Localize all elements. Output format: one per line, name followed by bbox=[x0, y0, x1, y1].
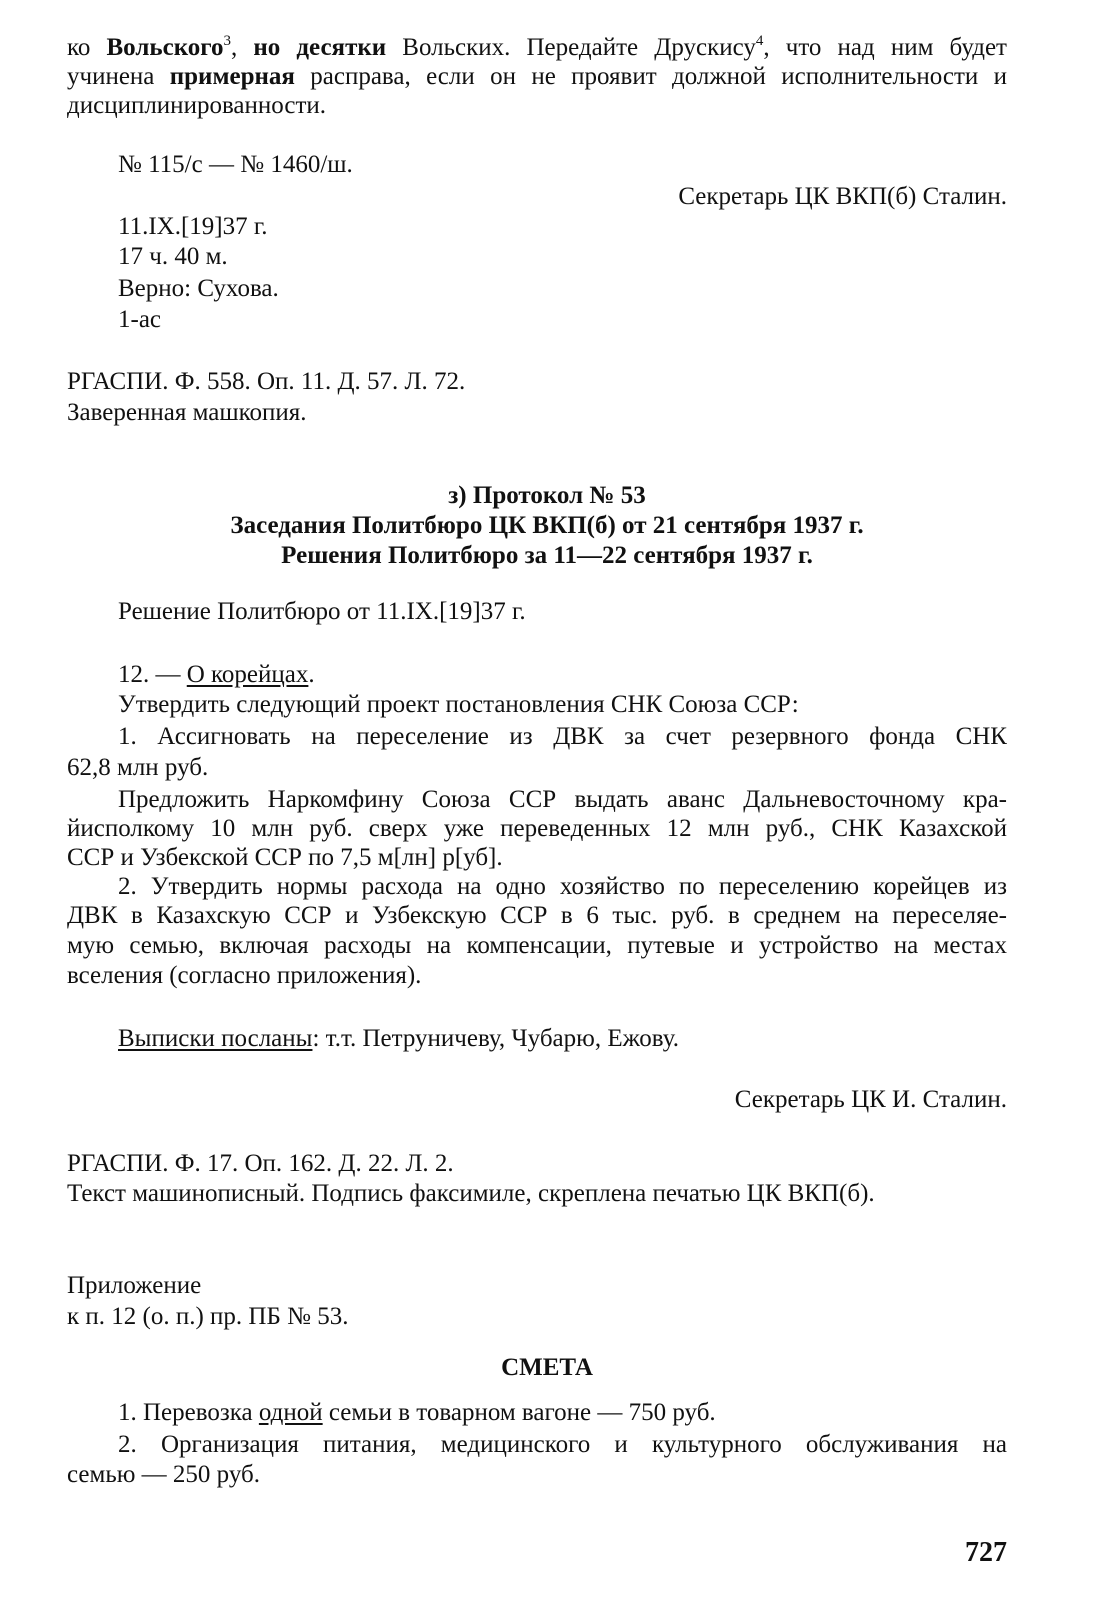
section-heading-line-1: з) Протокол № 53 bbox=[448, 482, 646, 509]
telegram-number: № 115/с — № 1460/ш. bbox=[118, 151, 353, 178]
archive-reference-1: РГАСПИ. Ф. 558. Оп. 11. Д. 57. Л. 72. bbox=[67, 368, 466, 395]
telegram-time: 17 ч. 40 м. bbox=[118, 243, 228, 270]
decision-signature: Секретарь ЦК И. Сталин. bbox=[734, 1086, 1007, 1113]
decision-p1-line-2: 62,8 млн руб. bbox=[67, 754, 209, 781]
decision-p3-line-1: 2. Утвердить нормы расхода на одно хозяйство по переселению корейцев из bbox=[118, 873, 1007, 900]
archive-note-1: Заверенная машкопия. bbox=[67, 399, 307, 426]
telegram-copy: 1-ас bbox=[118, 306, 162, 333]
footnote-ref-4: 4 bbox=[755, 33, 764, 49]
telegram-signature: Секретарь ЦК ВКП(б) Сталин. bbox=[678, 183, 1007, 210]
top-paragraph-line-3: дисциплинированности. bbox=[67, 92, 327, 119]
decision-p3-line-4: вселения (согласно приложения). bbox=[67, 962, 422, 989]
decision-date: Решение Политбюро от 11.IX.[19]37 г. bbox=[118, 598, 526, 625]
top-paragraph-line-2: учинена примерная расправа, если он не проявит должной исполнительности и bbox=[67, 63, 1007, 90]
decision-p3-line-2: ДВК в Казахскую ССР и Узбекскую ССР в 6 тыс. руб. в среднем на переселяе- bbox=[67, 902, 1007, 929]
decision-intro: Утвердить следующий проект постановления СНК Союза ССР: bbox=[118, 691, 799, 718]
appendix-reference: к п. 12 (о. п.) пр. ПБ № 53. bbox=[67, 1303, 349, 1330]
page-number: 727 bbox=[965, 1537, 1007, 1568]
archive-reference-2: РГАСПИ. Ф. 17. Оп. 162. Д. 22. Л. 2. bbox=[67, 1150, 454, 1177]
footnote-ref-3: 3 bbox=[223, 33, 231, 49]
estimate-title: СМЕТА bbox=[501, 1354, 593, 1381]
decision-p2-line-2: йисполкому 10 млн руб. сверх уже переведенных 12 млн руб., СНК Казахской bbox=[67, 815, 1007, 842]
telegram-date: 11.IX.[19]37 г. bbox=[118, 213, 268, 240]
estimate-item-1: 1. Перевозка одной семьи в товарном вагоне — 750 руб. bbox=[118, 1399, 716, 1426]
decision-item-title: 12. — О корейцах. bbox=[118, 661, 315, 688]
section-heading-line-2: Заседания Политбюро ЦК ВКП(б) от 21 сентября 1937 г. bbox=[230, 512, 864, 539]
decision-p3-line-3: мую семью, включая расходы на компенсации, путевые и устройство на местах bbox=[67, 932, 1007, 959]
decision-p2-line-3: ССР и Узбекской ССР по 7,5 м[лн] р[уб]. bbox=[67, 844, 503, 871]
estimate-item-2-line-2: семью — 250 руб. bbox=[67, 1461, 260, 1488]
archive-note-2: Текст машинописный. Подпись факсимиле, скреплена печатью ЦК ВКП(б). bbox=[67, 1180, 875, 1207]
decision-p2-line-1: Предложить Наркомфину Союза ССР выдать аванс Дальневосточному кра- bbox=[118, 786, 1007, 813]
decision-p1-line-1: 1. Ассигновать на переселение из ДВК за счет резервного фонда СНК bbox=[118, 723, 1007, 750]
extracts-sent: Выписки посланы: т.т. Петруничеву, Чубарю, Ежову. bbox=[118, 1025, 679, 1052]
telegram-verified: Верно: Сухова. bbox=[118, 275, 279, 302]
top-paragraph-line-1: ко Вольского$^3$, но десятки Вольских. Передайте Друскису$^4$, что над ним будет bbox=[67, 33, 1007, 61]
appendix-label: Приложение bbox=[67, 1272, 202, 1299]
estimate-item-2-line-1: 2. Организация питания, медицинского и культурного обслуживания на bbox=[118, 1431, 1007, 1458]
section-heading-line-3: Решения Политбюро за 11—22 сентября 1937 г. bbox=[281, 542, 813, 569]
